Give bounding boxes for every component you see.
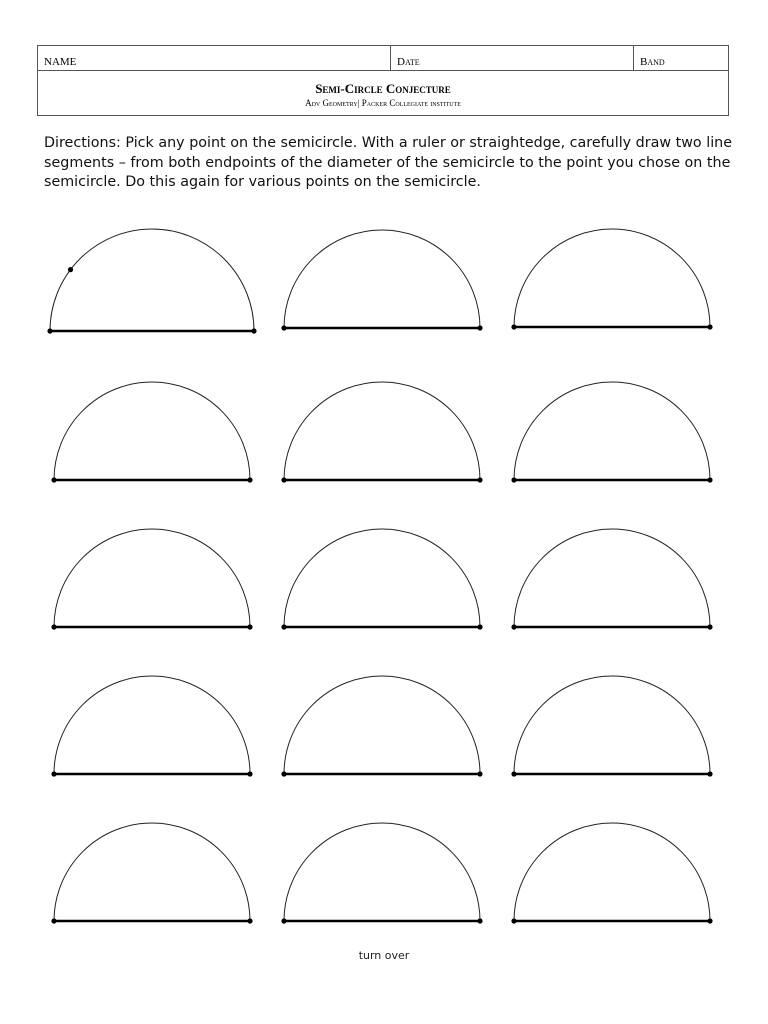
- left-endpoint: [51, 624, 56, 629]
- semicircle-arc[interactable]: [284, 823, 480, 921]
- left-endpoint: [51, 771, 56, 776]
- left-endpoint: [511, 624, 516, 629]
- semicircle-13[interactable]: [51, 823, 252, 924]
- right-endpoint: [247, 624, 252, 629]
- right-endpoint: [251, 328, 256, 333]
- semicircle-arc[interactable]: [514, 823, 710, 921]
- semicircle-arc[interactable]: [284, 230, 480, 328]
- left-endpoint: [281, 624, 286, 629]
- semicircle-12[interactable]: [511, 676, 712, 777]
- left-endpoint: [511, 324, 516, 329]
- worksheet-subtitle: Adv Geometry| Packer Collegiate institute: [305, 97, 461, 108]
- left-endpoint: [281, 771, 286, 776]
- turn-over-note: turn over: [358, 949, 410, 962]
- left-endpoint: [511, 771, 516, 776]
- semicircle-5[interactable]: [281, 382, 482, 483]
- right-endpoint: [707, 324, 712, 329]
- right-endpoint: [247, 918, 252, 923]
- right-endpoint: [707, 771, 712, 776]
- left-endpoint: [511, 918, 516, 923]
- semicircle-14[interactable]: [281, 823, 482, 924]
- right-endpoint: [477, 624, 482, 629]
- semicircle-arc[interactable]: [54, 382, 250, 480]
- right-endpoint: [707, 624, 712, 629]
- right-endpoint: [477, 918, 482, 923]
- left-endpoint: [51, 477, 56, 482]
- directions-text: Directions: Pick any point on the semicircle. With a ruler or straightedge, carefully draw two line segments – from both endpoints of the diameter of the semicircle to the point you chose on the semicircle. Do this again for various points on the semicircle.: [44, 135, 733, 190]
- semicircle-1[interactable]: [47, 229, 256, 334]
- date-label: Date: [397, 56, 420, 68]
- semicircle-arc[interactable]: [284, 676, 480, 774]
- left-endpoint: [51, 918, 56, 923]
- semicircle-7[interactable]: [51, 529, 252, 630]
- semicircle-11[interactable]: [281, 676, 482, 777]
- right-endpoint: [247, 771, 252, 776]
- semicircle-9[interactable]: [511, 529, 712, 630]
- semicircle-15[interactable]: [511, 823, 712, 924]
- left-endpoint: [281, 918, 286, 923]
- semicircle-arc[interactable]: [54, 676, 250, 774]
- semicircle-3[interactable]: [511, 229, 712, 330]
- left-endpoint: [511, 477, 516, 482]
- semicircle-6[interactable]: [511, 382, 712, 483]
- semicircle-arc[interactable]: [54, 823, 250, 921]
- semicircle-arc[interactable]: [284, 529, 480, 627]
- semicircle-arc[interactable]: [514, 382, 710, 480]
- left-endpoint: [281, 325, 286, 330]
- right-endpoint: [477, 477, 482, 482]
- semicircle-arc[interactable]: [50, 229, 254, 331]
- worksheet-title: Semi-Circle Conjecture: [315, 80, 451, 96]
- semicircle-arc[interactable]: [284, 382, 480, 480]
- semicircle-arc[interactable]: [54, 529, 250, 627]
- semicircle-2[interactable]: [281, 230, 482, 331]
- left-endpoint: [281, 477, 286, 482]
- name-label: NAME: [44, 56, 77, 68]
- right-endpoint: [477, 771, 482, 776]
- right-endpoint: [477, 325, 482, 330]
- left-endpoint: [47, 328, 52, 333]
- semicircle-arc[interactable]: [514, 229, 710, 327]
- semicircle-arc[interactable]: [514, 676, 710, 774]
- semicircle-4[interactable]: [51, 382, 252, 483]
- sample-point: [68, 267, 73, 272]
- right-endpoint: [707, 918, 712, 923]
- right-endpoint: [707, 477, 712, 482]
- right-endpoint: [247, 477, 252, 482]
- semicircle-10[interactable]: [51, 676, 252, 777]
- semicircle-8[interactable]: [281, 529, 482, 630]
- semicircle-arc[interactable]: [514, 529, 710, 627]
- band-label: Band: [640, 56, 665, 68]
